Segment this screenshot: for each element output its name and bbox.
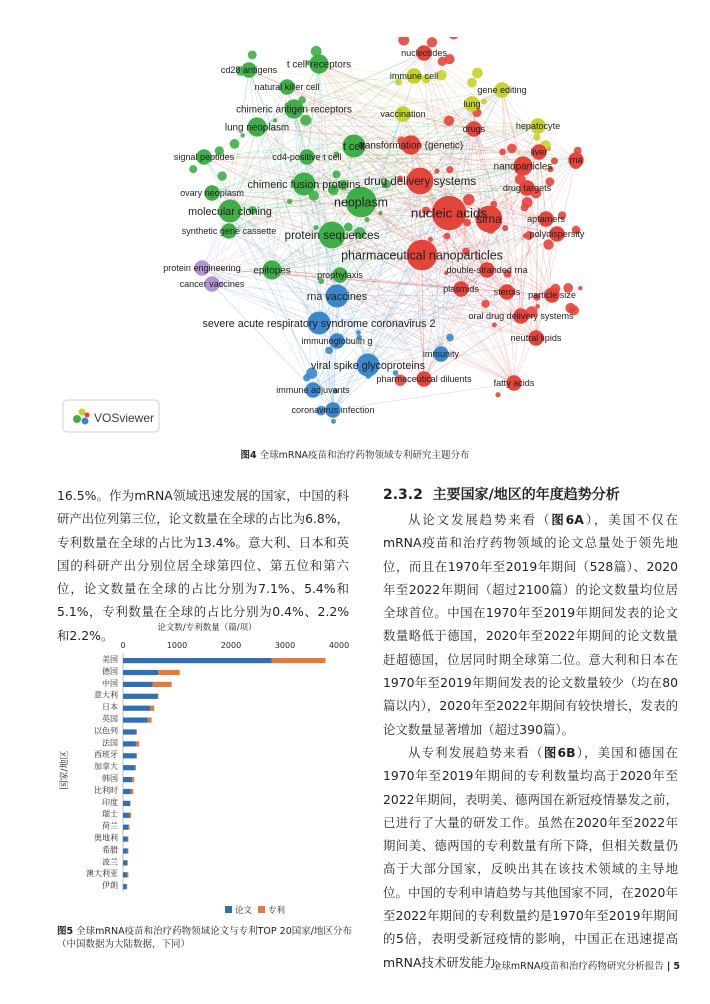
term-node-minor — [332, 170, 340, 178]
figure-6a-ref: 图6A — [551, 512, 584, 527]
y-axis-label: 国家/地区 — [60, 750, 70, 790]
term-node-minor — [434, 169, 439, 174]
bar-paper — [123, 765, 135, 770]
term-label: viral spike glycoproteins — [310, 359, 426, 372]
term-node-minor — [492, 322, 497, 327]
bar-patent — [135, 765, 136, 770]
figure-6b-ref: 图6B — [543, 744, 576, 760]
term-label: neoplasm — [334, 195, 388, 210]
figure-5-caption-text: 全球mRNA疫苗和治疗药物领域论文与专利TOP 20国家/地区分布（中国数据为大陆数据，下同） — [57, 926, 352, 950]
term-node-minor — [428, 237, 433, 242]
bar-paper — [123, 658, 272, 663]
bar-paper — [123, 741, 136, 746]
category-label: 以色列 — [94, 726, 118, 736]
term-label: polydispersity — [529, 229, 585, 240]
term-label: epitopes — [253, 265, 291, 277]
term-map — [57, 37, 677, 437]
bar-patent — [158, 670, 180, 675]
term-label: nanoparticles — [493, 161, 553, 173]
bar-paper — [123, 801, 130, 806]
bar-patent — [136, 741, 139, 746]
term-node-minor — [535, 304, 540, 309]
category-label: 澳大利亚 — [86, 869, 118, 879]
bar-paper — [123, 706, 150, 711]
term-node-minor — [495, 392, 500, 397]
bar-patent — [127, 860, 128, 865]
bar-paper — [123, 860, 127, 865]
category-label: 瑞士 — [102, 809, 118, 819]
category-label: 韩国 — [102, 774, 118, 783]
term-label: drugs — [462, 124, 486, 135]
country-bar-chart — [57, 620, 357, 920]
term-node-minor — [507, 144, 517, 154]
bar-patent — [136, 729, 137, 734]
term-node-minor — [325, 347, 332, 354]
term-label: liver — [530, 147, 548, 158]
chart-legend — [225, 905, 286, 916]
section-title: 主要国家/地区的年度趋势分析 — [432, 487, 620, 503]
term-node-minor — [472, 68, 483, 79]
category-label: 英国 — [102, 714, 118, 724]
category-label: 印度 — [102, 797, 118, 807]
vosviewer-network-figure — [57, 37, 677, 437]
bar-patent — [131, 789, 134, 794]
paragraph-patent-trend — [383, 741, 678, 974]
term-node-minor — [467, 78, 477, 88]
term-node-minor — [523, 234, 527, 238]
bar-paper — [123, 813, 129, 818]
figure-5-caption — [57, 926, 357, 951]
term-label: immune adjuvants — [276, 385, 350, 396]
x-tick-label: 0 — [120, 641, 126, 650]
category-label: 西班牙 — [94, 750, 118, 760]
bar-patent — [127, 884, 128, 889]
category-label: 意大利 — [94, 690, 118, 700]
term-node-minor — [230, 139, 240, 149]
figure-4-caption — [0, 447, 710, 461]
term-label: nucleotides — [401, 48, 447, 59]
x-tick-label: 4000 — [328, 641, 350, 650]
category-label: 荷兰 — [102, 821, 118, 831]
x-tick-label: 1000 — [166, 641, 188, 650]
term-label: double-stranded rna — [446, 265, 528, 276]
term-label: molecular cloning — [188, 205, 272, 218]
bar-patent — [132, 777, 134, 782]
bar-paper — [123, 694, 158, 699]
term-label: ovary neoplasm — [180, 188, 244, 199]
bar-patent — [127, 872, 128, 877]
term-label: aptamers — [527, 214, 565, 225]
term-label: particle size — [528, 290, 576, 301]
term-label: plasmids — [443, 284, 479, 295]
term-node-minor — [300, 115, 311, 126]
bar-patent — [272, 658, 326, 663]
footer-separator: | — [666, 961, 671, 972]
term-label: pharmaceutical diluents — [376, 374, 472, 385]
bar-paper — [123, 729, 136, 734]
bar-patent — [153, 682, 172, 687]
bar-patent — [128, 825, 129, 830]
right-column — [383, 484, 678, 974]
term-node-minor — [287, 199, 292, 204]
term-label: cd28 antigens — [220, 65, 278, 76]
bar-patent — [128, 848, 129, 853]
term-node-minor — [444, 233, 451, 240]
term-node-minor — [463, 194, 474, 205]
bar-paper — [123, 753, 136, 758]
term-label: oral drug delivery systems — [468, 311, 574, 322]
term-label: drug delivery systems — [363, 175, 477, 189]
term-node-minor — [364, 217, 369, 222]
category-label: 伊朗 — [102, 881, 118, 891]
legend-label-paper: 论文 — [235, 906, 253, 916]
term-label: severe acute respiratory syndrome coronavirus 2 — [202, 317, 436, 330]
term-label: immunoglobulin g — [301, 336, 373, 347]
bar-patent — [128, 837, 129, 842]
term-label: vaccination — [380, 109, 426, 120]
term-label: immune cell — [389, 71, 439, 82]
section-heading — [383, 484, 678, 506]
category-label: 法国 — [102, 738, 118, 748]
term-label: gene editing — [477, 85, 527, 96]
vosviewer-logo-text: VOSviewer — [94, 411, 155, 425]
term-label: t cell — [342, 140, 366, 153]
category-label: 美国 — [102, 655, 118, 664]
bar-paper — [123, 848, 128, 853]
term-label: sirna — [476, 213, 502, 227]
term-label: neutral lipids — [510, 333, 562, 344]
bar-patent — [130, 801, 131, 806]
term-label: lung neoplasm — [224, 122, 290, 134]
term-node-minor — [356, 330, 361, 335]
term-node-minor — [481, 98, 487, 104]
term-label: natural killer cell — [254, 82, 320, 93]
legend-label-patent: 专利 — [268, 906, 286, 916]
bar-patent — [158, 694, 159, 699]
figure-4-label: 图4 — [240, 450, 257, 461]
bar-paper — [123, 682, 153, 687]
bar-patent — [150, 706, 154, 711]
term-node-minor — [522, 197, 533, 208]
x-tick-label: 2000 — [220, 641, 242, 650]
term-label: cancer vaccines — [179, 279, 245, 290]
term-node-minor — [444, 116, 454, 126]
term-node-minor — [241, 133, 246, 138]
bar-paper — [123, 777, 132, 782]
para2-pre: 从专利发展趋势来看（ — [408, 744, 544, 760]
term-label: lung — [463, 99, 481, 110]
term-label: transformation (genetic) — [358, 140, 464, 152]
x-tick-label: 3000 — [274, 641, 296, 650]
footer-report-title: 全球mRNA疫苗和治疗药物研究分析报告 — [491, 961, 664, 972]
term-node-minor — [448, 37, 458, 39]
term-node-minor — [578, 286, 582, 290]
page-footer — [430, 958, 680, 972]
term-label: nucleic acids — [410, 205, 488, 221]
term-label: pharmaceutical nanoparticles — [341, 248, 503, 263]
term-node-minor — [533, 134, 540, 141]
category-label: 比利时 — [94, 785, 118, 795]
term-label: protein sequences — [284, 229, 380, 243]
term-node-minor — [217, 171, 226, 180]
bar-paper — [123, 670, 158, 675]
left-paragraph: 16.5%。作为mRNA领域迅速发展的国家，中国的科研产出位列第三位，论文数量在全球的占比为6.8%，专利数量在全球的占比为13.4%。意大利、日本和英国的科研产出分别位居全球第四位、第五位和第六位，论文数量在全球的占比分别为7.1%、5.4%和5.1%，专利数量在全球的占比分别为0.4%、2.2%和2.2%。 — [57, 488, 349, 643]
term-node-minor — [499, 149, 506, 156]
chart-title: 论文数/专利数量（篇/项） — [157, 623, 257, 633]
term-label: signal peptides — [173, 152, 235, 163]
category-label: 日本 — [102, 702, 118, 712]
legend-swatch-patent — [258, 906, 265, 913]
term-label: hepatocyte — [515, 121, 561, 132]
para2-post: ），美国和德国在1970年至2019年期间的专利数量均高于2020年至2022年期间，表明美、德两国在新冠疫情暴发之前，已进行了大量的研发工作。虽然在2020年至2022年期间美、德两国的专利数量有所下降，但相关数量仍高于大部分国家，反映出其在该技术领域的主导地位。中国的专利申请趋势与其他国家不同，在2020年至2022年期间的专利数量约是1970年至2019年期间的5倍，表明受新冠疫情的影响，中国正在迅速提高mRNA技术研发能力。 — [383, 744, 678, 970]
page-number: 5 — [673, 961, 680, 972]
bar-paper — [123, 825, 128, 830]
category-label: 德国 — [102, 666, 118, 676]
term-node-minor — [378, 211, 382, 215]
bar-paper — [123, 789, 131, 794]
term-label: protein engineering — [163, 263, 241, 274]
legend-swatch-paper — [225, 906, 232, 913]
term-label: chimeric antigen receptors — [236, 104, 352, 116]
term-node-minor — [446, 334, 454, 342]
term-node-minor — [331, 419, 336, 424]
term-label: drug targets — [502, 183, 552, 194]
term-node-minor — [427, 37, 437, 47]
category-label: 奥地利 — [94, 833, 118, 843]
paragraph-paper-trend — [383, 508, 678, 741]
bar-patent — [129, 813, 131, 818]
term-label: immunity — [422, 349, 460, 360]
section-number: 2.3.2 — [383, 487, 423, 503]
bar-paper — [123, 837, 128, 842]
figure-5-label: 图5 — [57, 926, 74, 937]
term-label: coronavirus infection — [291, 405, 375, 416]
term-label: sterols — [493, 287, 521, 298]
term-label: t cell receptors — [286, 59, 352, 71]
term-node-minor — [398, 37, 409, 46]
term-label: prophylaxis — [317, 270, 363, 281]
term-node-minor — [248, 50, 257, 59]
term-node-minor — [446, 166, 453, 173]
bar-paper — [123, 718, 148, 723]
term-label: cd4-positive t cell — [272, 152, 342, 163]
term-node-minor — [481, 300, 489, 308]
bar-patent — [136, 753, 137, 758]
term-label: rna — [569, 155, 583, 166]
vosviewer-logo — [63, 400, 159, 432]
term-label: fatty acids — [493, 378, 535, 389]
term-label: synthetic gene cassette — [181, 226, 277, 237]
term-node-minor — [543, 239, 553, 249]
para1-pre: 从论文发展趋势来看（ — [408, 512, 552, 527]
term-node-minor — [189, 165, 197, 173]
bar-patent — [148, 718, 152, 723]
term-label: chimeric fusion proteins — [247, 178, 361, 191]
category-label: 波兰 — [102, 857, 118, 867]
figure-4-caption-text: 全球mRNA疫苗和治疗药物领域专利研究主题分布 — [259, 450, 470, 461]
para1-post: ），美国不仅在mRNA疫苗和治疗药物领域的论文总量处于领先地位，而且在1970年至2019年期间（528篇）、2020年至2022年期间（超过2100篇）的论文数量均位居全球首位。中国在1970年至2019年期间发表的论文数量略低于德国，2020年至2022年期间的论文数量赶超德国，位居同时期全球第二位。意大利和日本在1970年至2019年期间发表的论文数量较少（均在80篇以内），2020年至2022年期间有较快增长，发表的论文数量显著增加（超过390篇）。 — [383, 512, 678, 737]
bar-paper — [123, 872, 127, 877]
category-label: 希腊 — [102, 845, 118, 855]
term-node-minor — [502, 225, 508, 231]
term-label: rna vaccines — [306, 290, 368, 303]
bar-paper — [123, 884, 127, 889]
category-label: 中国 — [102, 678, 118, 688]
category-label: 加拿大 — [94, 762, 118, 772]
